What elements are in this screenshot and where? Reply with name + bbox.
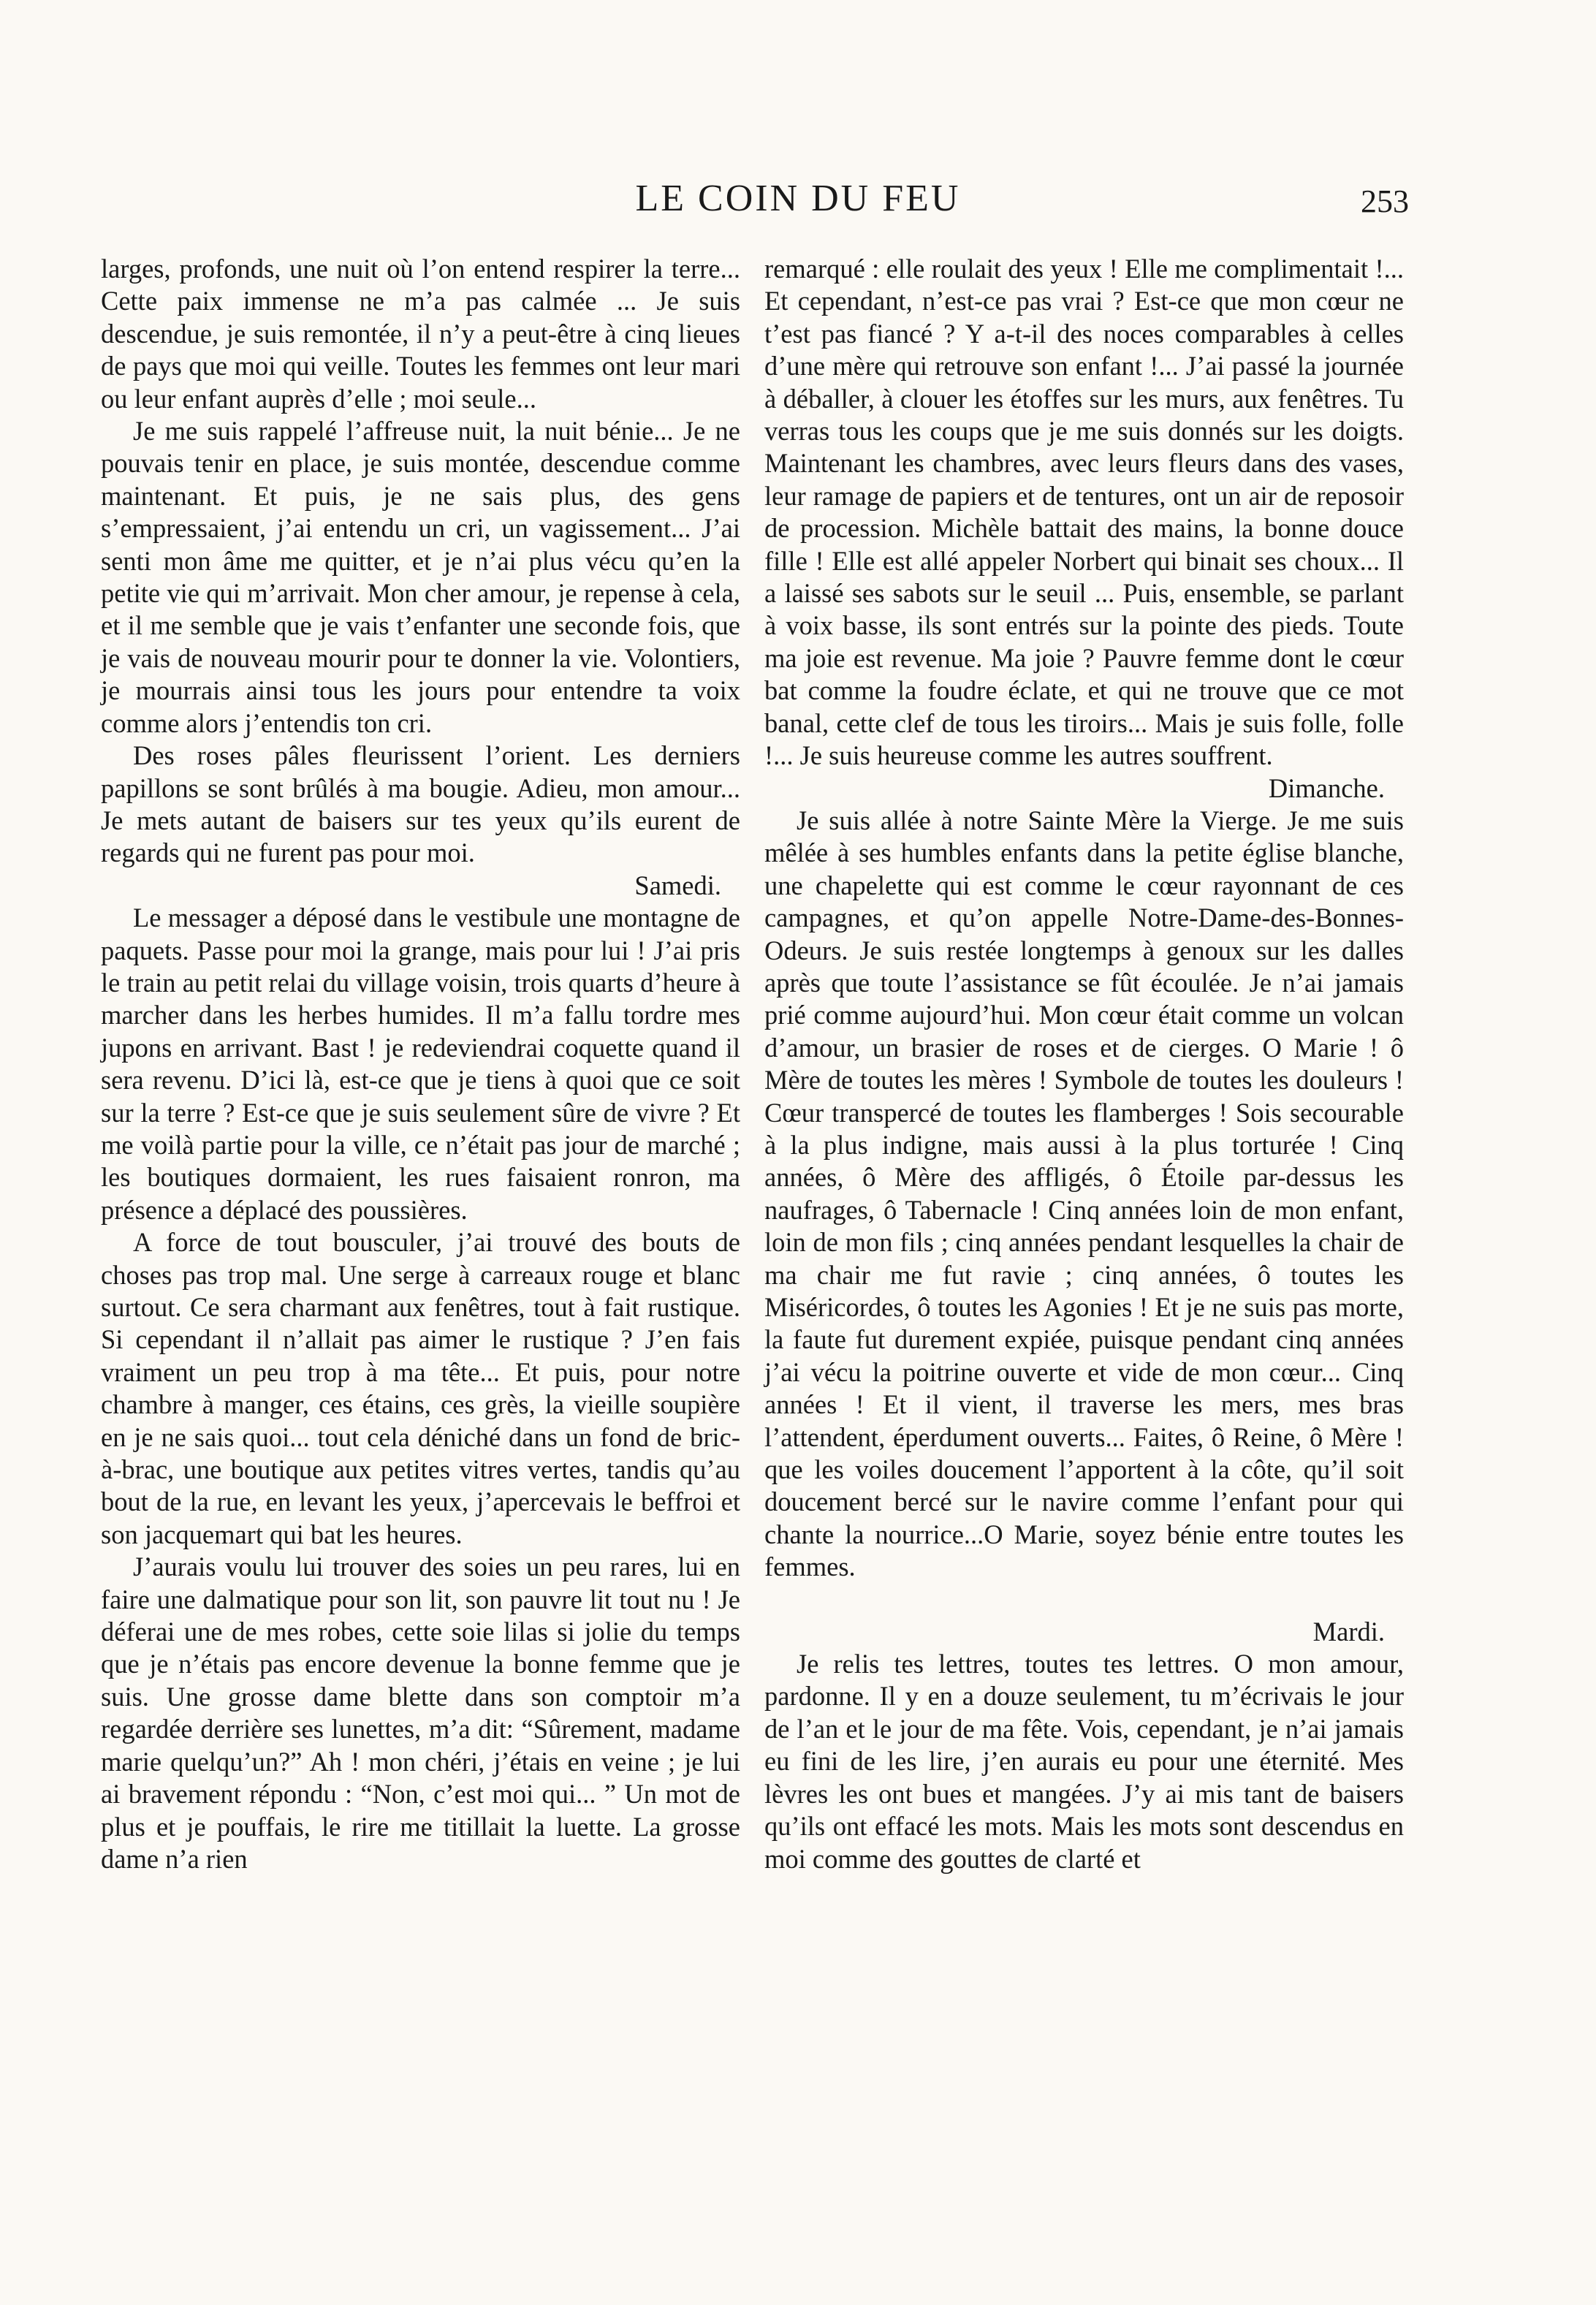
paragraph: Je me suis rappelé l’affreuse nuit, la nuit bénie... Je ne pouvais tenir en place, je suis montée, descendue comme maintenant. Et puis, je ne sais plus, des gens s’empressaient, j’ai entendu un cri, un vagissement... J’ai senti mon âme me quitter, et je n’ai plus vécu qu’en la petite vie qui m’arrivait. Mon cher amour, je repense à cela, et il me semble que je vais t’enfanter une seconde fois, que je vais de nouveau mourir pour te donner la vie. Volontiers, je mourrais ainsi tous les jours pour entendre ta voix comme alors j’entendis ton cri.: [101, 416, 740, 738]
dateline-dimanche: Dimanche.: [1268, 772, 1385, 803]
paragraph: Je relis tes lettres, toutes tes lettres. O mon amour, pardonne. Il y en a douze seulement, tu m’écrivais le jour de l’an et le jour de ma fête. Vois, cependant, je n’ai jamais eu fini de les lire, j’en aurais eu pour une éternité. Mes lèvres les ont bues et mangées. J’y ai mis tant de baisers qu’ils ont effacé les mots. Mais les mots sont descendus en moi comme des gouttes de clarté et: [764, 1649, 1404, 1874]
paragraph: A force de tout bousculer, j’ai trouvé des bouts de choses pas trop mal. Une serge à carreaux rouge et blanc surtout. Ce sera charmant aux fenêtres, tout à fait rustique. Si cependant il n’allait pas aimer le rustique ? J’en fais vraiment un peu trop à ma tête... Et puis, pour notre chambre à manger, ces étains, ces grès, la vieille soupière en je ne sais quoi... tout cela déniché dans un fond de bric-à-brac, une boutique aux petites vitres vertes, tandis qu’au bout de la rue, en levant les yeux, j’apercevais le beffroi et son jacquemart qui bat les heures.: [101, 1227, 740, 1549]
right-column: [764, 253, 1404, 1875]
paragraph: J’aurais voulu lui trouver des soies un peu rares, lui en faire une dalmatique pour son lit, son pauvre lit tout nu ! Je déferai une de mes robes, cette soie lilas si jolie du temps que je n’étais pas encore devenue la bonne femme que je suis. Une grosse dame blette dans son comptoir m’a regardée derrière ses lunettes, m’a dit: “Sûrement, madame marie quelqu’un?” Ah ! mon chéri, j’étais en veine ; je lui ai bravement répondu : “Non, c’est moi qui... ” Un mot de plus et je pouffais, le rire me titillait la luette. La grosse dame n’a rien: [101, 1552, 740, 1874]
page-number: 253: [1361, 183, 1409, 219]
paragraph: larges, profonds, une nuit où l’on entend respirer la terre... Cette paix immense ne m’a pas calmée ... Je suis descendue, je suis remontée, il n’y a peut-être à cinq lieues de pays que moi qui veille. Toutes les femmes ont leur mari ou leur enfant auprès d’elle ; moi seule...: [101, 254, 740, 414]
paragraph: Je suis allée à notre Sainte Mère la Vierge. Je me suis mêlée à ses humbles enfants dans la petite église blanche, une chapelette qui est comme le cœur rayonnant de ces campagnes, et qu’on appelle Notre-Dame-des-Bonnes-Odeurs. Je suis restée longtemps à genoux sur les dalles après que toute l’assistance se fût écoulée. Je n’ai jamais prié comme aujourd’hui. Mon cœur était comme un volcan d’amour, un brasier de roses et de cierges. O Marie ! ô Mère de toutes les mères ! Symbole de toutes les douleurs ! Cœur transpercé de toutes les flamberges ! Sois secourable à la plus indigne, mais aussi à la plus torturée ! Cinq années, ô Mère des affligés, ô Étoile par-dessus les naufrages, ô Tabernacle ! Cinq années loin de mon enfant, loin de mon fils ; cinq années pendant lesquelles la chair de ma chair me fut ravie ; cinq années, ô toutes les Miséricordes, ô toutes les Agonies ! Et je ne suis pas morte, la faute fut durement expiée, puisque pendant cinq années j’ai vécu la poitrine ouverte et vide de mon cœur... Cinq années ! Et il vient, il traverse les mers, mes bras l’attendent, éperdument ouverts... Faites, ô Reine, ô Mère ! que les voiles doucement l’apportent à la côte, qu’il soit doucement bercé sur le navire comme l’enfant pour qui chante la nourrice...O Marie, soyez bénie entre toutes les femmes.: [764, 805, 1404, 1582]
paragraph: Le messager a déposé dans le vestibule une montagne de paquets. Passe pour moi la grange, mais pour lui ! J’ai pris le train au petit relai du village voisin, trois quarts d’heure à marcher dans les herbes humides. Il m’a fallu tordre mes jupons en arrivant. Bast ! je redeviendrai coquette quand il sera revenu. D’ici là, est-ce que je tiens à quoi que ce soit sur la terre ? Est-ce que je suis seulement sûre de vivre ? Et me voilà partie pour la ville, ce n’était pas jour de marché ; les boutiques dormaient, les rues faisaient ronron, ma présence a déplacé des poussières.: [101, 903, 740, 1225]
page-header: [0, 177, 1596, 235]
dateline-mardi: Mardi.: [1312, 1616, 1385, 1647]
paragraph: Des roses pâles fleurissent l’orient. Les derniers papillons se sont brûlés à ma bougie. Adieu, mon amour... Je mets autant de baisers sur tes yeux qu’ils eurent de regards qui ne furent pas pour moi.: [101, 740, 740, 868]
dateline-samedi: Samedi.: [634, 870, 721, 900]
left-column: [101, 253, 740, 1875]
running-title: LE COIN DU FEU: [635, 178, 961, 219]
paragraph: remarqué : elle roulait des yeux ! Elle me complimentait !... Et cependant, n’est-ce pas vrai ? Est-ce que mon cœur ne t’est pas fiancé ? Y a-t-il des noces comparables à celles d’une mère qui retrouve son enfant !... J’ai passé la journée à déballer, à clouer les étoffes sur les murs, aux fenêtres. Tu verras tous les coups que je me suis donnés sur les doigts. Maintenant les chambres, avec leurs fleurs dans des vases, leur ramage de papiers et de tentures, ont un air de reposoir de procession. Michèle battait des mains, la bonne douce fille ! Elle est allé appeler Norbert qui binait ses choux... Il a laissé ses sabots sur le seuil ... Puis, ensemble, se parlant à voix basse, ils sont entrés sur la pointe des pieds. Toute ma joie est revenue. Ma joie ? Pauvre femme dont le cœur bat comme la foudre éclate, et qui ne trouve que ce mot banal, cette clef de tous les tiroirs... Mais je suis folle, folle !... Je suis heureuse comme les autres souffrent.: [764, 254, 1404, 771]
